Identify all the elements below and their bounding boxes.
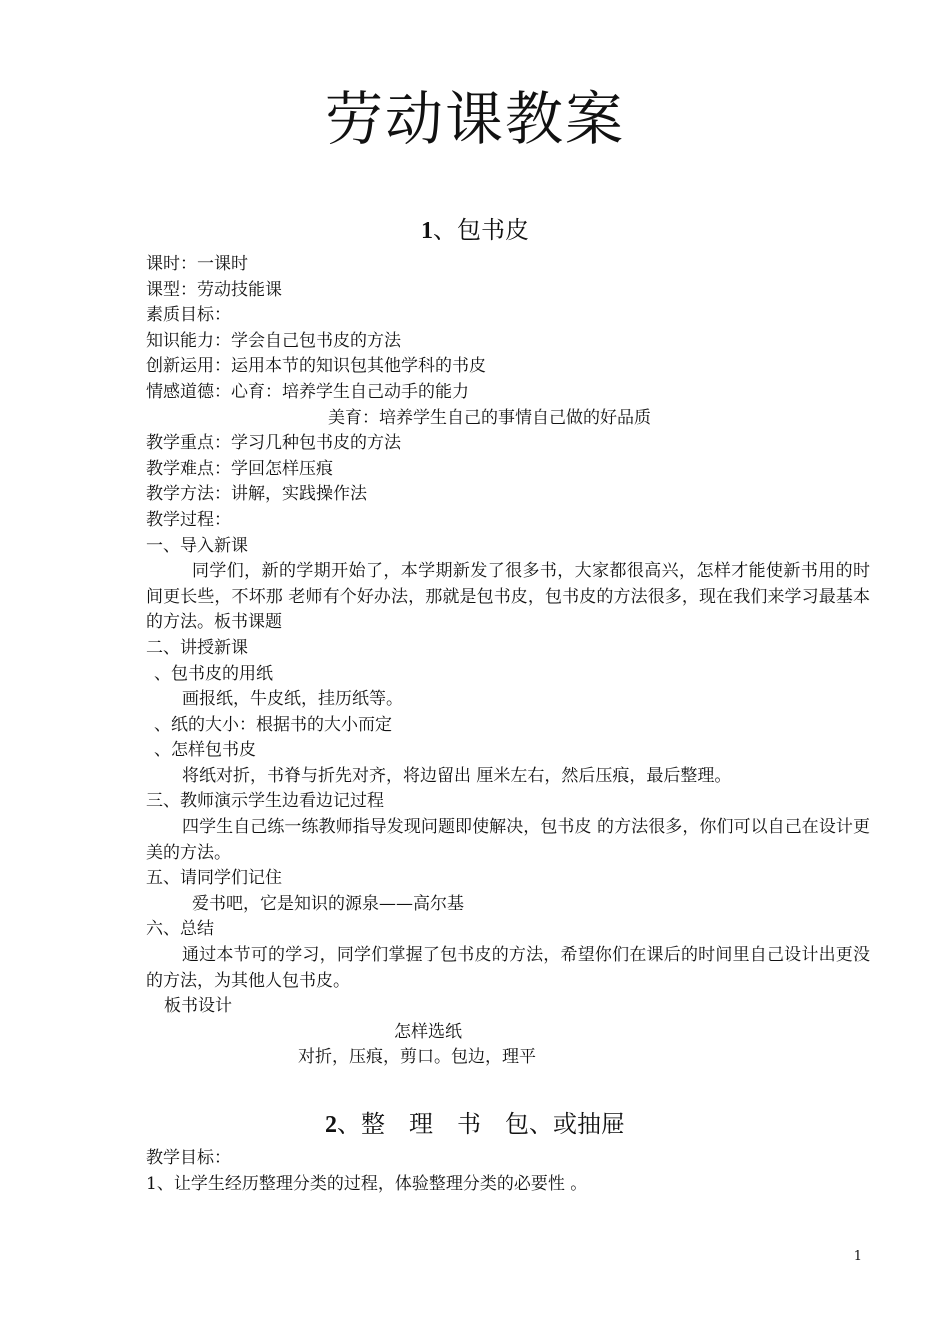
teaching-focus: 教学重点：学习几种包书皮的方法 (146, 433, 401, 454)
board-design-label: 板书设计 (164, 996, 232, 1017)
section-2-heading (0, 1108, 950, 1141)
board-design-line-2: 对折，压痕，剪口。包边，理平 (298, 1047, 536, 1068)
section-2-body (146, 1146, 870, 1197)
lesson-type: 课型：劳动技能课 (146, 279, 282, 300)
teaching-difficulty: 教学难点：学回怎样压痕 (146, 458, 333, 479)
section-1-number: 1 (421, 218, 433, 244)
step-4-paragraph: 四学生自己练一练教师指导发现问题即使解决，包书皮 的方法很多，你们可以自己在设计更美的方法。 (146, 817, 870, 863)
page-number: 1 (853, 1249, 862, 1264)
teaching-goal-1: 1、让学生经历整理分类的过程，体验整理分类的必要性 。 (146, 1173, 588, 1194)
knowledge-goal: 知识能力：学会自己包书皮的方法 (146, 330, 401, 351)
teaching-process-label: 教学过程： (146, 509, 231, 530)
quality-goals-label: 素质目标： (146, 305, 231, 326)
step-5-quote: 爱书吧，它是知识的源泉——高尔基 (192, 893, 464, 914)
board-design-line-1: 怎样选纸 (394, 1021, 462, 1042)
step-6-heading: 六、总结 (146, 919, 214, 940)
aesthetic-goal: 美育：培养学生自己的事情自己做的好品质 (328, 407, 651, 428)
step-2-item-how: 、怎样包书皮 (154, 740, 256, 761)
section-1-heading (0, 214, 950, 247)
step-1-heading: 一、导入新课 (146, 535, 248, 556)
lesson-hours: 课时：一课时 (146, 254, 248, 274)
teaching-method: 教学方法：讲解，实践操作法 (146, 484, 367, 505)
innovation-goal: 创新运用：运用本节的知识包其他学科的书皮 (146, 356, 486, 377)
step-1-paragraph: 同学们，新的学期开始了，本学期新发了很多书，大家都很高兴，怎样才能使新书用的时间更长些，不坏那 老师有个好办法，那就是包书皮，包书皮的方法很多，现在我们来学习最基本的方法。板书课题 (146, 561, 870, 633)
section-1-body (146, 252, 870, 1071)
step-3-heading: 三、教师演示学生边看边记过程 (146, 791, 384, 812)
step-6-paragraph: 通过本节可的学习，同学们掌握了包书皮的方法，希望你们在课后的时间里自己设计出更没的方法，为其他人包书皮。 (146, 945, 870, 991)
section-1-title: 、包书皮 (433, 216, 529, 244)
step-2-heading: 二、讲授新课 (146, 637, 248, 658)
step-5-heading: 五、请同学们记住 (146, 868, 282, 889)
teaching-goals-label: 教学目标： (146, 1148, 231, 1168)
section-2-number: 2 (325, 1112, 337, 1138)
section-2-title: 、整 理 书 包、或抽屉 (337, 1110, 625, 1138)
step-2-how-detail: 将纸对折，书脊与折先对齐，将边留出 厘米左右，然后压痕，最后整理。 (182, 765, 732, 786)
step-2-item-size: 、纸的大小：根据书的大小而定 (154, 714, 392, 735)
document-title: 劳动课教案 (324, 85, 625, 153)
step-2-item-paper: 、包书皮的用纸 (154, 663, 273, 684)
emotion-goal: 情感道德：心育：培养学生自己动手的能力 (146, 381, 469, 402)
step-2-paper-types: 画报纸，牛皮纸，挂历纸等。 (182, 689, 403, 710)
